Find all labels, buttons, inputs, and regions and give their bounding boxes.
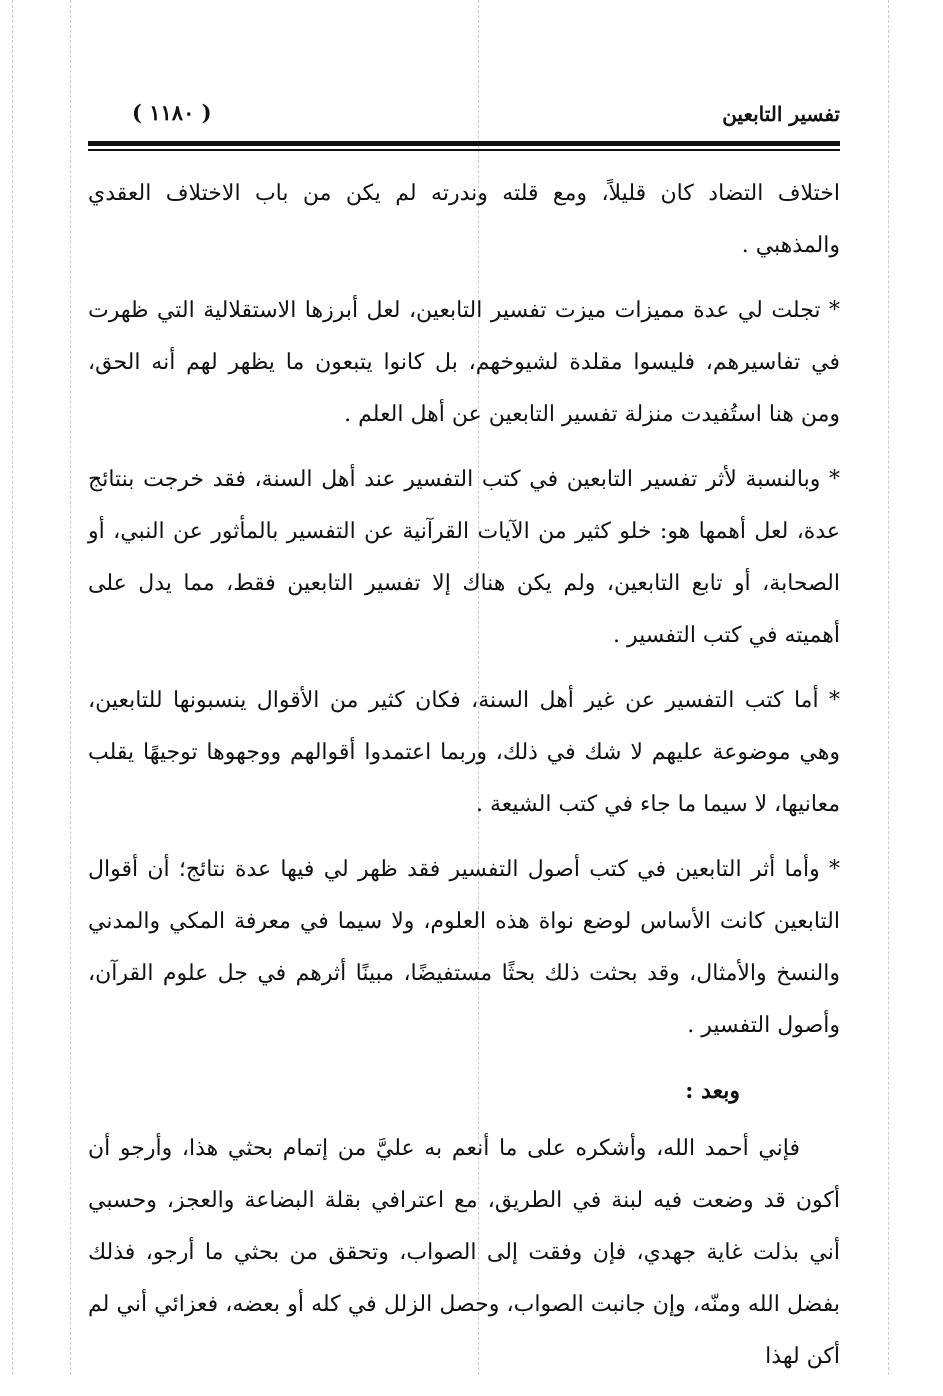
running-title: تفسير التابعين <box>722 102 840 126</box>
scan-guide-line <box>70 0 71 1375</box>
paragraph: * أما كتب التفسير عن غير أهل السنة، فكان كثير من الأقوال ينسبونها للتابعين، وهي موضوعة عليهم لا شك في ذلك، وربما اعتمدوا أقوالهم ووجهوها توجيهًا يقلب معانيها، لا سيما ما جاء في كتب الشيعة . <box>88 688 840 817</box>
page-number: ( ١١٨٠ ) <box>132 100 212 125</box>
page-header <box>88 100 840 134</box>
paragraph: فإني أحمد الله، وأشكره على ما أنعم به عليَّ من إتمام بحثي هذا، وأرجو أن أكون قد وضعت فيه لبنة في الطريق، مع اعترافي بقلة البضاعة والعجز، وحسبي أني بذلت غاية جهدي، فإن وفقت إلى الصواب، وتحقق من بحثي ما أرجو، فذلك بفضل الله ومنّه، وإن جانبت الصواب، وحصل الزلل في كله أو بعضه، فعزائي أني لم أكن لهذا <box>88 1136 840 1369</box>
scan-guide-line <box>12 0 13 1375</box>
page-body <box>88 168 840 1396</box>
scan-guide-line <box>888 0 889 1375</box>
paragraph: * وبالنسبة لأثر تفسير التابعين في كتب التفسير عند أهل السنة، فقد خرجت بنتائج عدة، لعل أهمها هو: خلو كثير من الآيات القرآنية عن التفسير بالمأثور عن النبي، أو الصحابة، أو تابع التابعين، ولم يكن هناك إلا تفسير التابعين فقط، مما يدل على أهميته في كتب التفسير . <box>88 467 840 648</box>
paragraph: اختلاف التضاد كان قليلاً، ومع قلته وندرته لم يكن من باب الاختلاف العقدي والمذهبي . <box>88 181 840 258</box>
header-rule-thick <box>88 141 840 146</box>
header-rule-thin <box>88 149 840 151</box>
paragraph: * تجلت لي عدة مميزات ميزت تفسير التابعين، لعل أبرزها الاستقلالية التي ظهرت في تفاسيرهم، فليسوا مقلدة لشيوخهم، بل كانوا يتبعون ما يظهر لهم أنه الحق، ومن هنا استُفيدت منزلة تفسير التابعين عن أهل العلم . <box>88 298 840 427</box>
closing-heading: وبعد : <box>685 1078 740 1104</box>
paragraph: * وأما أثر التابعين في كتب أصول التفسير فقد ظهر لي فيها عدة نتائج؛ أن أقوال التابعين كانت الأساس لوضع نواة هذه العلوم، ولا سيما في معرفة المكي والمدني والنسخ والأمثال، وقد بحثت ذلك بحثًا مستفيضًا، مبينًا أثرهم في جل علوم القرآن، وأصول التفسير . <box>88 857 840 1038</box>
